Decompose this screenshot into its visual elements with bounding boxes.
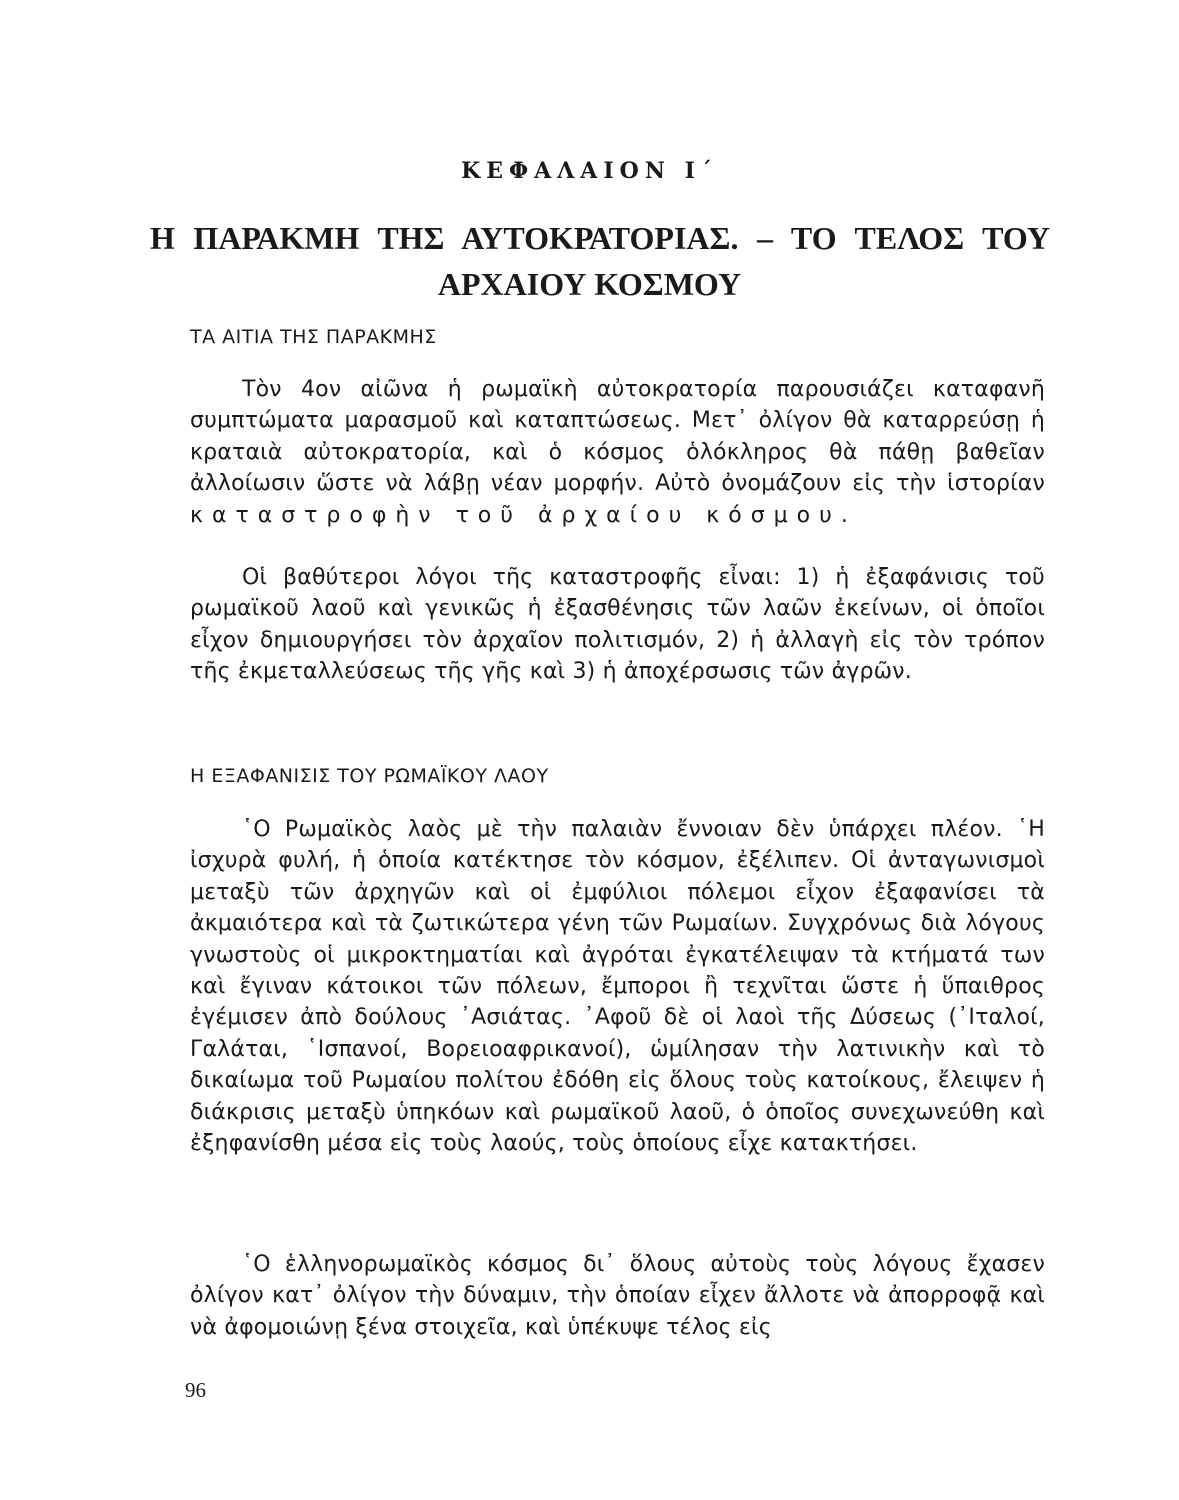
chapter-title-line-1: Η ΠΑΡΑΚΜΗ ΤΗΣ ΑΥΤΟΚΡΑΤΟΡΙΑΣ. – ΤΟ ΤΕΛΟΣ ΤΟΥ (150, 220, 1050, 256)
section-heading-disappearance: Η ΕΞΑΦΑΝΙΣΙΣ ΤΟΥ ΡΩΜΑΪΚΟΥ ΛΑΟΥ (190, 765, 549, 787)
paragraph-deeper-causes: Οἱ βαθύτεροι λόγοι τῆς καταστροφῆς εἶναι: 1) ἡ ἐξαφάνισις τοῦ ρωμαϊκοῦ λαοῦ καὶ γενικῶς ἡ ἐξασθένησις τῶν λαῶν ἐκείνων, οἱ ὁποῖοι εἶχον δημιουργήσει τὸν ἀρχαῖον πολιτισμόν, 2) ἡ ἀλλαγὴ εἰς τὸν τρόπον τῆς ἐκμεταλλεύσεως τῆς γῆς καὶ 3) ἡ ἀποχέρσωσις τῶν ἀγρῶν. (190, 565, 1045, 685)
chapter-heading: ΚΕΦΑΛΑΙΟΝ Ι΄ (461, 158, 718, 184)
paragraph-text: Τὸν 4ον αἰῶνα ἡ ρωμαϊκὴ αὐτοκρατορία παρουσιάζει καταφανῆ συμπτώματα μαρασμοῦ καὶ καταπτώσεως. Μετ᾽ ὀλίγον θὰ καταρρεύσῃ ἡ κραταιὰ αὐτοκρατορία, καὶ ὁ κόσμος ὁλόκληρος θὰ πάθῃ βαθεῖαν ἀλλοίωσιν ὥστε νὰ λάβῃ νέαν μορφήν. Αὐτὸ ὀνομάζουν εἰς τὴν ἱστορίαν (190, 377, 1045, 497)
section-heading-causes: ΤΑ ΑΙΤΙΑ ΤΗΣ ΠΑΡΑΚΜΗΣ (190, 326, 437, 348)
paragraph-roman-people: ῾Ο Ρωμαϊκὸς λαὸς μὲ τὴν παλαιὰν ἔννοιαν δὲν ὑπάρχει πλέον. ῾Η ἰσχυρὰ φυλή, ἡ ὁποία κατέκτησε τὸν κόσμον, ἐξέλιπεν. Οἱ ἀνταγωνισμοὶ μεταξὺ τῶν ἀρχηγῶν καὶ οἱ ἐμφύλιοι πόλεμοι εἶχον ἐξαφανίσει τὰ ἀκμαιότερα καὶ τὰ ζωτικώτερα γένη τῶν Ρωμαίων. Συγχρόνως διὰ λόγους γνωστοὺς οἱ μικροκτηματίαι καὶ ἀγρόται ἐγκατέλειψαν τὰ κτήματά των καὶ ἔγιναν κάτοικοι τῶν πόλεων, ἔμποροι ἢ τεχνῖται ὥστε ἡ ὕπαιθρος ἐγέμισεν ἀπὸ δούλους ᾽Ασιάτας. ᾽Αφοῦ δὲ οἱ λαοὶ τῆς Δύσεως (᾽Ιταλοί, Γαλάται, ῾Ισπανοί, Βορειοαφρικανοί), ὡμίλησαν τὴν λατινικὴν καὶ τὸ δικαίωμα τοῦ Ρωμαίου πολίτου ἐδόθη εἰς ὅλους τοὺς κατοίκους, ἔλειψεν ἡ διάκρισις μεταξὺ ὑπηκόων καὶ ρωμαϊκοῦ λαοῦ, ὁ ὁποῖος συνεχωνεύθη καὶ ἐξηφανίσθη μέσα εἰς τοὺς λαούς, τοὺς ὁποίους εἶχε κατακτήσει. (190, 817, 1045, 1157)
emphasized-phrase: καταστροφὴν τοῦ ἀρχαίου κόσμου. (190, 502, 857, 528)
chapter-title-line-2: ΑΡΧΑΙΟΥ ΚΟΣΜΟΥ (437, 266, 742, 302)
page-number: 96 (185, 1378, 206, 1402)
paragraph-decline-intro (190, 374, 1045, 531)
paragraph-greco-roman-world: ῾Ο ἑλληνορωμαϊκὸς κόσμος δι᾽ ὅλους αὐτοὺς τοὺς λόγους ἔχασεν ὀλίγον κατ᾽ ὀλίγον τὴν δύναμιν, τὴν ὁποίαν εἶχεν ἄλλοτε νὰ ἀπορροφᾷ καὶ νὰ ἀφομοιώνῃ ξένα στοιχεῖα, καὶ ὑπέκυψε τέλος εἰς (190, 1252, 1045, 1340)
